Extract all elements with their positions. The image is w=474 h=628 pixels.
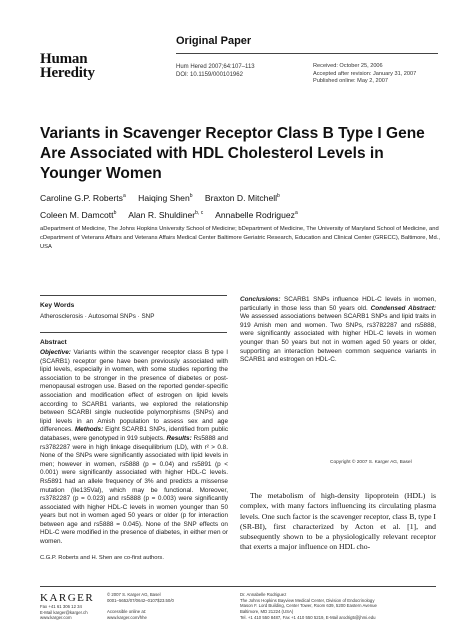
author: Alan R. Shuldiner$^{b, c}$ [128, 209, 204, 220]
abstract-copyright: Copyright © 2007 S. Karger AG, Basel [330, 460, 412, 465]
results-label: Results: [166, 434, 192, 442]
publisher-web[interactable]: www.karger.com [40, 615, 72, 621]
footer-copyright-block [107, 592, 174, 621]
author: Annabelle Rodriguez$^a$ [215, 209, 298, 220]
journal-logo-line1: Human [40, 51, 88, 67]
abstract-col2 [240, 296, 436, 365]
keywords-text: Atherosclerosis · Autosomal SNPs · SNP [40, 313, 155, 320]
intro-paragraph [240, 491, 436, 553]
citation: Hum Hered 2007;64:107–113 [176, 64, 255, 70]
published-date: Published online: May 2, 2007 [313, 78, 388, 84]
journal-logo [40, 52, 95, 80]
methods-text: Eight SCARB1 SNPs, identified from public databases, were genotyped in 919 subjects. [40, 426, 229, 442]
footer-issn: 0001–5652/07/0642–0107$23.50/0 [107, 597, 174, 603]
objective-text: Variants within the scavenger receptor class B type I (SCARB1) receptor gene have been previously associated with lipid levels, especially in women, with some studies reporting the association to be stronger in the presence of diabetes or post-menopausal estrogen use. Based on the reported gender-specific association and modification effect of estrogen on lipid levels according to SCARB1 variants, we explored the relationship between SCARBI single nucleotide polymorphisms (SNPs) and lipid levels in an Amish population to assess sex and age differences. [40, 349, 228, 434]
objective-label: Objective: [40, 349, 71, 356]
condensed-text: We assessed associations between SCARB1 SNPs and lipid traits in 919 Amish men and women. Two SNPs, rs3782287 and rs5888, were significantly associated with higher HDL-C levels in women younger than 50 years but not in women aged 50 years or older, supporting an interaction between common sequence variants in SCARB1 and estrogen on HDL-C. [240, 313, 436, 364]
results-text: Rs5888 and rs3782287 were in high linkage disequilibrium (LD), with r² > 0.8. None of the SNPs were significantly associated with lipid levels in men; however in women, rs5888 (p = 0.04) and rs5891 (p < 0.001) were significantly associated with higher HDL-C levels. Rs5891 had an allele frequency of 3% and predicts a missense mutation (Ile135Val), which may be functional. Moreover, rs3782287 (p = 0.023) and rs5888 (p = 0.003) were significantly associated with higher HDL-C levels in women younger than 50 years but not in women aged 50 years or older (p for interaction between age and rs5888 = 0.045). None of the SNP effects on HDL-C were modified in the presence of diabetes, in either men or women. [40, 434, 229, 546]
header-rule [176, 53, 438, 54]
author: Coleen M. Damcott$^b$ [40, 209, 117, 220]
journal-logo-line2: Heredity [40, 65, 95, 81]
keywords-rule [40, 295, 227, 296]
condensed-label: Condensed Abstract: [370, 304, 437, 312]
abstract-heading: Abstract [40, 339, 67, 346]
cofirst-note: C.G.P. Roberts and H. Shen are co-first authors. [40, 555, 164, 561]
author: Braxton D. Mitchell$^b$ [204, 192, 280, 203]
intro-text: The metabolism of high-density lipoprotein (HDL) is complex, with many factors influencing its circulating plasma levels. One such factor is the scavenger receptor, class B, type I (SR-BI), first characterized by Acton et al. [1], and subsequently shown to be a physiologically relevant receptor that exerts a major influence on HDL cho- [240, 491, 436, 552]
affiliations: aDepartment of Medicine, The Johns Hopkins University School of Medicine; bDepartment of Medicine, The University of Maryland School of Medicine, and cDepartment of Veterans Affairs and Veterans Affairs Medical Center Baltimore Geriatric Research, Education and Clinical Center (GRECC), Baltimore, Md., USA [40, 226, 440, 250]
conclusions-text: SCARB1 SNPs influence HDL-C levels in women, particularly in those less than 50 years old. [240, 296, 436, 312]
accepted-date: Accepted after revision: January 31, 2007 [313, 70, 417, 77]
abstract-col1 [40, 349, 228, 547]
section-label: Original Paper [176, 35, 252, 47]
author-list [40, 189, 440, 223]
publisher-logo: KARGER [40, 592, 95, 604]
footer-copyright: © 2007 S. Karger AG, Basel [107, 592, 161, 597]
history-block [313, 63, 416, 86]
access-url[interactable]: www.karger.com/hhe [107, 614, 147, 620]
corr-inst: The Johns Hopkins Bayview Medical Center, Division of Endocrinology [240, 597, 375, 603]
corr-addr: Mason F. Lord Building, Center Tower, Room 639, 5200 Eastern Avenue [240, 603, 377, 609]
abstract-rule [40, 332, 227, 333]
doi[interactable]: DOI: 10.1159/000101962 [176, 72, 243, 78]
article-title: Variants in Scavenger Receptor Class B Type I Gene Are Associated with HDL Cholesterol Levels in Younger Women [40, 125, 425, 182]
citation-block [176, 63, 255, 79]
footer-rule [40, 586, 436, 587]
publisher-email[interactable]: E-Mail karger@karger.ch [40, 609, 88, 615]
correspondence-block [240, 592, 377, 621]
corr-name: Dr. Annabelle Rodriguez [240, 592, 287, 597]
author: Caroline G.P. Roberts$^a$ [40, 192, 126, 203]
publisher-fax: Fax +41 61 306 12 34 [40, 604, 82, 609]
methods-label: Methods: [74, 426, 104, 434]
publisher-contact [40, 604, 88, 621]
corr-city: Baltimore, MD 21224 (USA) [240, 609, 294, 615]
access-label: Accessible online at: [107, 609, 147, 615]
author: Haiqing Shen$^b$ [138, 192, 193, 203]
keywords-heading: Key Words [40, 302, 75, 309]
corr-contact: Tel. +1 410 550 8487, Fax +1 410 550 5219, E-Mail arodrig5@jhmi.edu [240, 614, 376, 620]
received-date: Received: October 25, 2006 [313, 63, 383, 69]
conclusions-label: Conclusions: [240, 296, 281, 303]
